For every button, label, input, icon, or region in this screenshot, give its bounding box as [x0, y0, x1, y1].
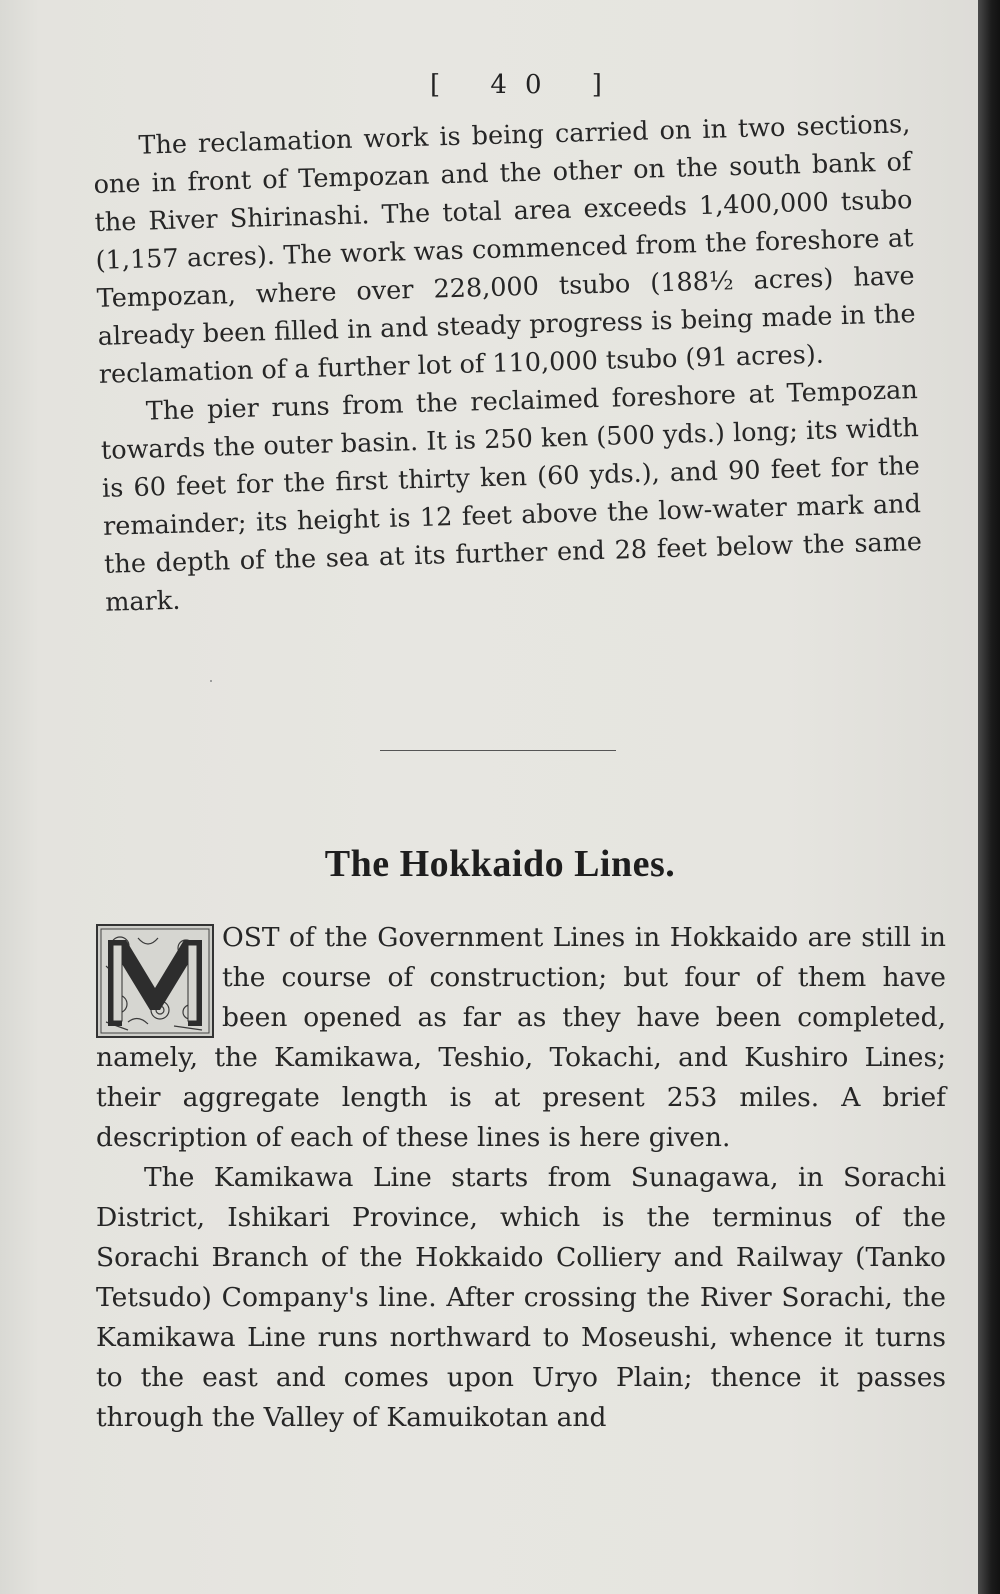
- pier-paragraph: The pier runs from the reclaimed foreshore at Tempozan towards the outer basin. It is 250 ken (500 yds.) long; its width is 60 feet for the first thirty ken (60 yds.), and 90 feet for the remainder; its height is 12 feet above the low-water mark and the depth of the sea at its further end 28 feet below the same mark.: [100, 375, 923, 618]
- section-divider: [380, 750, 616, 751]
- upper-text-block: [92, 105, 923, 622]
- ornamental-floral-initial-icon: [96, 924, 214, 1038]
- book-spine-shadow: [978, 0, 1000, 1594]
- pencil-speck: [210, 680, 212, 682]
- kamikawa-line-paragraph: The Kamikawa Line starts from Sunagawa, in Sorachi District, Ishikari Province, which is the terminus of the Sorachi Branch of the Hokkaido Colliery and Railway (Tanko Tetsudo) Company's line. After crossing the River Sorachi, the Kamikawa Line runs northward to Moseushi, whence it turns to the east and comes upon Uryo Plain; thence it passes through the Valley of Kamuikotan and: [96, 1162, 946, 1433]
- hokkaido-intro-paragraph: OST of the Government Lines in Hokkaido are still in the course of construction; but four of them have been opened as far as they have been completed, namely, the Kamikawa, Teshio, Tokachi, and Kushiro Lines; their aggregate length is at present 253 miles. A brief description of each of these lines is here given.: [96, 922, 946, 1153]
- section-heading: The Hokkaido Lines.: [324, 843, 676, 885]
- page-number: [ 40 ]: [430, 70, 620, 100]
- lower-text-block: [96, 918, 946, 1438]
- reclamation-paragraph: The reclamation work is being carried on in two sections, one in front of Tempozan and the other on the south bank of the River Shirinashi. The total area exceeds 1,400,000 tsubo (1,157 acres). The work was commenced from the foreshore at Tempozan, where over 228,000 tsubo (188½ acres) have already been filled in and steady progress is being made in the reclamation of a further lot of 110,000 tsubo (91 acres).: [93, 109, 916, 390]
